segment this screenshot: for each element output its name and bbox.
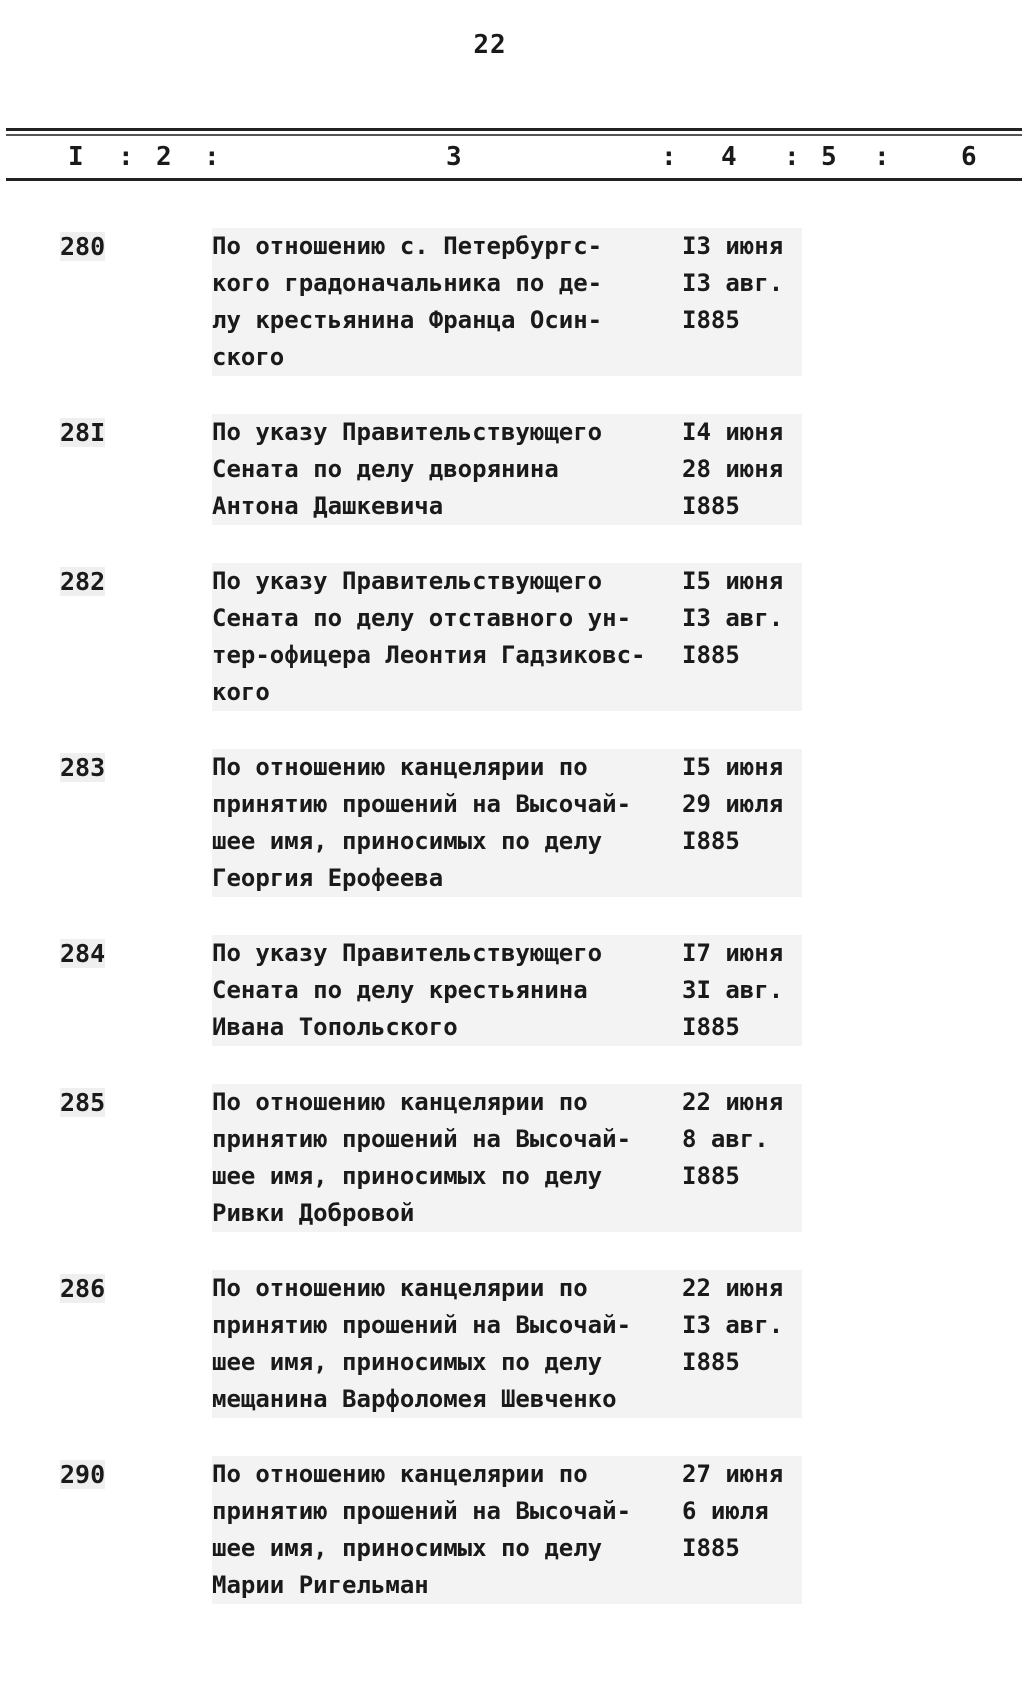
row-number: 280 (60, 232, 106, 261)
table-row (0, 414, 1024, 525)
description-line: По указу Правительствующего (212, 418, 603, 446)
date-line: I3 авг. (682, 269, 784, 297)
row-description (212, 414, 682, 525)
description-line: шее имя, приносимых по делу (212, 1348, 603, 1376)
table-row (0, 228, 1024, 376)
row-dates (682, 1084, 802, 1232)
col-label-2: 2 (156, 142, 172, 172)
description-line: шее имя, приносимых по делу (212, 1534, 603, 1562)
row-number: 282 (60, 567, 106, 596)
date-line: I885 (682, 306, 740, 334)
date-line: I885 (682, 1348, 740, 1376)
date-line: I885 (682, 1534, 740, 1562)
row-number-cell (0, 1084, 212, 1232)
row-number: 286 (60, 1274, 106, 1303)
col-label-1: I (68, 142, 84, 172)
description-line: Марии Ригельман (212, 1571, 429, 1599)
row-description (212, 935, 682, 1046)
description-line: кого (212, 678, 270, 706)
description-line: Ривки Добровой (212, 1199, 415, 1227)
date-line: I885 (682, 1162, 740, 1190)
date-line: I5 июня (682, 567, 784, 595)
table-row (0, 935, 1024, 1046)
row-number-cell (0, 228, 212, 376)
row-dates (682, 749, 802, 897)
date-line: I7 июня (682, 939, 784, 967)
description-line: лу крестьянина Франца Осин- (212, 306, 603, 334)
document-rows (0, 228, 1024, 1642)
description-line: Георгия Ерофеева (212, 864, 444, 892)
header-rule-bottom (6, 178, 1022, 181)
date-line: I885 (682, 641, 740, 669)
header-rule-top-2 (6, 134, 1022, 136)
description-line: ского (212, 343, 285, 371)
row-number: 290 (60, 1460, 106, 1489)
row-number-cell (0, 1456, 212, 1604)
description-line: кого градоначальника по де- (212, 269, 603, 297)
description-line: По отношению канцелярии по (212, 1460, 588, 1488)
row-dates (682, 1456, 802, 1604)
col-label-4: 4 (721, 142, 737, 172)
date-line: I885 (682, 492, 740, 520)
date-line: 6 июля (682, 1497, 769, 1525)
table-row (0, 1456, 1024, 1604)
row-number-cell (0, 414, 212, 525)
row-number: 283 (60, 753, 106, 782)
table-row (0, 563, 1024, 711)
date-line: 29 июля (682, 790, 784, 818)
description-line: тер-офицера Леонтия Гадзиковс- (212, 641, 646, 669)
row-description (212, 228, 682, 376)
row-description (212, 1084, 682, 1232)
row-number-cell (0, 749, 212, 897)
row-description (212, 749, 682, 897)
description-line: По указу Правительствующего (212, 567, 603, 595)
date-line: I4 июня (682, 418, 784, 446)
row-dates (682, 563, 802, 711)
row-number-cell (0, 563, 212, 711)
col-sep: : (118, 142, 134, 172)
table-row (0, 1270, 1024, 1418)
description-line: Антона Дашкевича (212, 492, 444, 520)
date-line: I5 июня (682, 753, 784, 781)
column-header (6, 124, 1022, 182)
description-line: Сената по делу отставного ун- (212, 604, 632, 632)
date-line: I885 (682, 827, 740, 855)
col-label-5: 5 (821, 142, 837, 172)
col-sep: : (784, 142, 800, 172)
col-sep: : (874, 142, 890, 172)
row-number: 284 (60, 939, 106, 968)
date-line: 3I авг. (682, 976, 784, 1004)
description-line: По отношению канцелярии по (212, 753, 588, 781)
description-line: По отношению с. Петербургс- (212, 232, 603, 260)
col-label-6: 6 (961, 142, 977, 172)
row-number: 28I (60, 418, 106, 447)
row-dates (682, 228, 802, 376)
row-number-cell (0, 1270, 212, 1418)
row-number: 285 (60, 1088, 106, 1117)
col-sep: : (204, 142, 220, 172)
col-label-3: 3 (446, 142, 462, 172)
row-dates (682, 935, 802, 1046)
description-line: По отношению канцелярии по (212, 1088, 588, 1116)
date-line: 22 июня (682, 1088, 784, 1116)
row-description (212, 1270, 682, 1418)
date-line: 28 июня (682, 455, 784, 483)
page-number: 22 (473, 30, 507, 60)
date-line: 22 июня (682, 1274, 784, 1302)
description-line: По отношению канцелярии по (212, 1274, 588, 1302)
date-line: 27 июня (682, 1460, 784, 1488)
date-line: 8 авг. (682, 1125, 769, 1153)
description-line: шее имя, приносимых по делу (212, 827, 603, 855)
row-description (212, 1456, 682, 1604)
row-dates (682, 414, 802, 525)
description-line: принятию прошений на Высочай- (212, 1497, 632, 1525)
row-number-cell (0, 935, 212, 1046)
table-row (0, 1084, 1024, 1232)
description-line: мещанина Варфоломея Шевченко (212, 1385, 617, 1413)
row-dates (682, 1270, 802, 1418)
table-row (0, 749, 1024, 897)
description-line: шее имя, приносимых по делу (212, 1162, 603, 1190)
date-line: I3 авг. (682, 604, 784, 632)
description-line: По указу Правительствующего (212, 939, 603, 967)
date-line: I3 июня (682, 232, 784, 260)
row-description (212, 563, 682, 711)
description-line: принятию прошений на Высочай- (212, 1125, 632, 1153)
description-line: Сената по делу дворянина (212, 455, 559, 483)
description-line: принятию прошений на Высочай- (212, 790, 632, 818)
description-line: Ивана Топольского (212, 1013, 458, 1041)
header-rule-top (6, 128, 1022, 131)
description-line: Сената по делу крестьянина (212, 976, 588, 1004)
date-line: I3 авг. (682, 1311, 784, 1339)
date-line: I885 (682, 1013, 740, 1041)
col-sep: : (661, 142, 677, 172)
description-line: принятию прошений на Высочай- (212, 1311, 632, 1339)
